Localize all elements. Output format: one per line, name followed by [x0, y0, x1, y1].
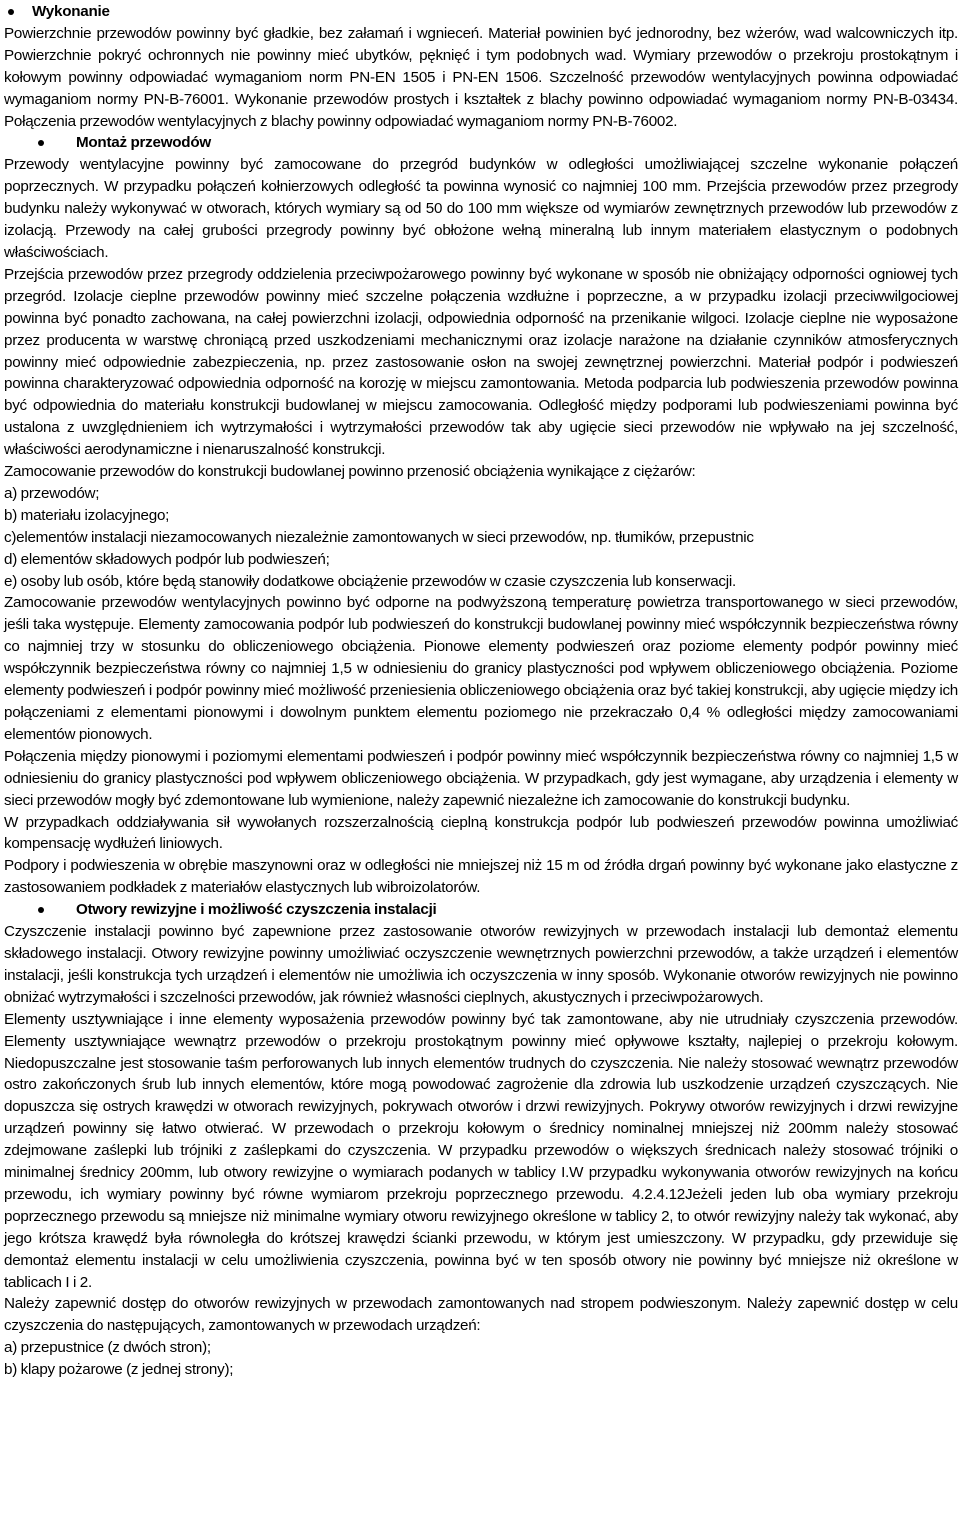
paragraph: Przewody wentylacyjne powinny być zamocowane do przegród budynków w odległości umożliwiającej szczelne wykonanie połączeń poprzecznych. W przypadku połączeń kołnierzowych odległość ta powinna wynosić co najmniej 100 mm. Przejścia przewodów przez przegrody budynku należy wykonywać w otworach, których wymiary są od 50 do 100 mm większe od wymiarów zewnętrznych przewodów lub przewodów z izolacją. Przewody na całej grubości przegrody powinny być obłożone wełną mineralną lub innym materiałem elastycznym o podobnych właściwościach.: [4, 156, 958, 261]
paragraph: Zamocowanie przewodów do konstrukcji budowlanej powinno przenosić obciążenia wynikające z ciężarów:: [4, 463, 696, 481]
section-heading-text: Montaż przewodów: [76, 134, 211, 152]
section-heading-text: Wykonanie: [32, 3, 110, 20]
list-item: b) materiału izolacyjnego;: [4, 506, 170, 524]
document-page: [4, 1, 958, 1381]
list-item: d) elementów składowych podpór lub podwieszeń;: [4, 550, 330, 568]
paragraph: Czyszczenie instalacji powinno być zapewnione przez zastosowanie otworów rewizyjnych w przewodach instalacji lub demontaż elementu składowego instalacji. Otwory rewizyjne powinny umożliwiać oczyszczenie wewnętrznych powierzchni przewodów, a także urządzeń i elementów instalacji, jeśli konstrukcja tych urządzeń i elementów nie umożliwia ich oczyszczenia w inny sposób. Wykonanie otworów rewizyjnych nie powinno obniżać wytrzymałości i szczelności przewodów, jak również własności cieplnych, akustycznych i przeciwpożarowych.: [4, 923, 958, 1006]
list-item: a) przewodów;: [4, 484, 100, 502]
paragraph: Połączenia między pionowymi i poziomymi elementami podwieszeń i podpór powinny mieć współczynnik bezpieczeństwa równy co najmniej 1,5 w odniesieniu do granicy plastyczności pod wpływem obliczeniowego obciążenia. W przypadkach, gdy jest wymagane, aby urządzenia i elementy w sieci przewodów mogły być zdemontowane lub wymienione, należy zapewnić niezależne ich zamocowanie do konstrukcji budynku.: [4, 747, 958, 809]
paragraph: W przypadkach oddziaływania sił wywołanych rozszerzalnością cieplną konstrukcja podpór lub podwieszeń przewodów powinna umożliwiać kompensację wydłużeń liniowych.: [4, 813, 958, 853]
paragraph: Elementy usztywniające i inne elementy wyposażenia przewodów powinny być tak zamontowane, aby nie utrudniały czyszczenia przewodów. Elementy usztywniające wewnątrz przewodów o przekroju prostokątnym powinny mieć opływowe kształty, najlepiej o przekroju kołowym. Niedopuszczalne jest stosowanie taśm perforowanych lub innych elementów trudnych do czyszczenia. Nie należy stosować wewnątrz przewodów ostro zakończonych śrub lub innych elementów, które mogą powodować zagrożenie dla zdrowia lub uszkodzenie urządzeń czyszczących. Nie dopuszcza się ostrych krawędzi w otworach rewizyjnych, pokrywach otworów i drzwi rewizyjnych. Pokrywy otworów rewizyjnych i drzwi rewizyjne urządzeń powinny się łatwo otwierać. W przewodach o przekroju kołowym o średnicy nominalnej mniejszej niż 200mm należy stosować zdejmowane zaślepki lub trójniki z zaślepkami do czyszczenia. W przypadku przewodów o większych średnicach należy stosować trójniki o minimalnej średnicy 200mm, lub otwory rewizyjne o wymiarach podanych w tablicy I.W przypadku wykonywania otworów rewizyjnych na końcu przewodu, ich wymiary powinny być równe wymiarom przekroju poprzecznego przewodu. 4.2.4.12Jeżeli jeden lub oba wymiary przekroju poprzecznego przewodu są mniejsze niż minimalne wymiary otworu rewizyjnego określone w tablicy 2, to otwór rewizyjny należy tak wykonać, aby jego krótsza krawędź była równoległa do krótszej krawędzi ścianki przewodu, w którym jest umieszczony. W przypadku, gdy przewiduje się demontaż elementu instalacji w celu umożliwienia czyszczenia, powinna być w ten sposób otwory nie powinny być mniejsze niż określone w tablicach I i 2.: [4, 1010, 958, 1291]
bullet-icon: [8, 9, 14, 15]
paragraph: Powierzchnie przewodów powinny być gładkie, bez załamań i wgnieceń. Materiał powinien być jednorodny, bez wżerów, wad walcowniczych itp. Powierzchnie pokryć ochronnych nie powinny mieć ubytków, pęknięć i tym podobnych wad. Wymiary przewodów o przekroju prostokątnym i kołowym powinny odpowiadać wymaganiom norm PN-EN 1505 i PN-EN 1506. Szczelność przewodów wentylacyjnych powinna odpowiadać wymaganiom normy PN-B-76001. Wykonanie przewodów prostych i kształtek z blachy powinno odpowiadać wymaganiom normy PN-B-03434. Połączenia przewodów wentylacyjnych z blachy powinny odpowiadać wymaganiom normy PN-B-76002.: [4, 24, 958, 130]
paragraph: Należy zapewnić dostęp do otworów rewizyjnych w przewodach zamontowanych nad stropem podwieszonym. Należy zapewnić dostęp w celu czyszczenia do następujących, zamontowanych w przewodach urządzeń:: [4, 1295, 958, 1335]
section-heading-text: Otwory rewizyjne i możliwość czyszczenia instalacji: [76, 901, 437, 919]
list-item: a) przepustnice (z dwóch stron);: [4, 1339, 211, 1357]
section-heading-wykonanie: [4, 1, 958, 23]
list-item: e) osoby lub osób, które będą stanowiły dodatkowe obciążenie przewodów w czasie czyszczenia lub konserwacji.: [4, 572, 736, 590]
bullet-icon: [38, 907, 44, 913]
paragraph: Przejścia przewodów przez przegrody oddzielenia przeciwpożarowego powinny być wykonane w sposób nie obniżający odporności ogniowej tych przegród. Izolacje cieplne przewodów powinny mieć szczelne połączenia wzdłużne i poprzeczne, a w przypadku izolacji przeciwwilgociowej powinna być ponadto zachowana, na całej powierzchni izolacji, odpowiednia odporność na przenikanie wilgoci. Izolacje cieplne nie wyposażone przez producenta w warstwę chroniącą przed uszkodzeniami mechanicznymi oraz izolacje narażone na działanie czynników atmosferycznych powinny mieć odpowiednie zabezpieczenia, np. przez zastosowanie osłon na swojej zewnętrznej powierzchni. Materiał podpór i podwieszeń powinna charakteryzować odpowiednia odporność na korozję w miejscu zamontowania. Metoda podparcia lub podwieszenia przewodów powinna być odpowiednia do materiału konstrukcji budowlanej w miejscu zamocowania. Odległość między podporami lub podwieszeniami powinna być ustalona z uwzględnieniem ich wytrzymałości i wytrzymałości przewodów tak aby ugięcie sieci przewodów nie wpływało na jej szczelność, właściwości aerodynamiczne i nienaruszalność konstrukcji.: [4, 265, 958, 459]
bullet-icon: [38, 140, 44, 146]
section-heading-montaz: [4, 132, 958, 154]
list-item: b) klapy pożarowe (z jednej strony);: [4, 1361, 234, 1379]
paragraph: Zamocowanie przewodów wentylacyjnych powinno być odporne na podwyższoną temperaturę powietrza transportowanego w sieci przewodów, jeśli taka występuje. Elementy zamocowania podpór lub podwieszeń do konstrukcji budowlanej powinny mieć współczynnik bezpieczeństwa równy co najmniej trzy w stosunku do obliczeniowego obciążenia. Pionowe elementy podwieszeń oraz poziome elementy podpór powinny mieć współczynnik bezpieczeństwa równy co najmniej 1,5 w odniesieniu do granicy plastyczności pod wpływem obliczeniowego obciążenia. Poziome elementy podwieszeń i podpór powinny mieć możliwość przeniesienia obliczeniowego obciążenia oraz być takiej konstrukcji, aby ugięcie między ich połączeniami z elementami pionowymi i dowolnym punktem elementu poziomego nie przekraczało 0,4 % odległości między zamocowaniami elementów pionowych.: [4, 594, 958, 743]
list-item: c)elementów instalacji niezamocowanych niezależnie zamontowanych w sieci przewodów, np. tłumików, przepustnic: [4, 528, 754, 546]
section-heading-otwory-rewizyjne: [4, 899, 958, 921]
paragraph: Podpory i podwieszenia w obrębie maszynowni oraz w odległości nie mniejszej niż 15 m od źródła drgań powinny być wykonane jako elastyczne z zastosowaniem podkładek z materiałów elastycznych lub wibroizolatorów.: [4, 857, 958, 897]
